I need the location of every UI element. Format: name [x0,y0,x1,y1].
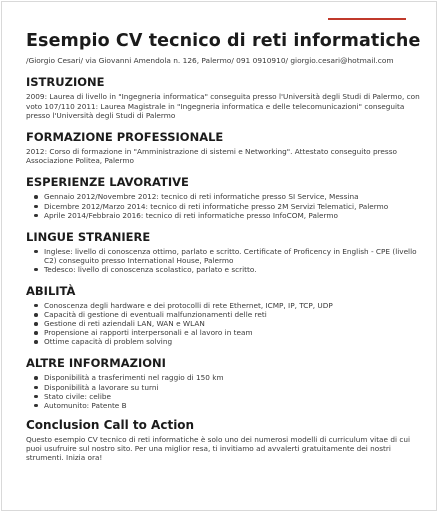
section-heading-istruzione: ISTRUZIONE [26,75,105,90]
list-item: Stato civile: celibe [44,392,426,401]
list-item: Gestione di reti aziendali LAN, WAN e WLAN [44,319,426,328]
section-heading-formazione: FORMAZIONE PROFESSIONALE [26,130,224,145]
list-item: Capacità di gestione di eventuali malfunzionamenti delle reti [44,310,426,319]
altre-list [26,373,426,409]
list-item: Disponibilità a trasferimenti nel raggio di 150 km [44,373,426,382]
list-item: Conoscenza degli hardware e dei protocolli di rete Ethernet, ICMP, IP, TCP, UDP [44,301,426,310]
section-heading-abilita: ABILITÀ [26,283,76,298]
list-item: Automunito: Patente B [44,401,426,410]
contact-info: /Giorgio Cesari/ via Giovanni Amendola n. 126, Palermo/ 091 0910910/ giorgio.cesari@hotmail.com [26,56,394,65]
list-item: Tedesco: livello di conoscenza scolastico, parlato e scritto. [44,265,426,274]
esperienze-list [26,192,426,219]
list-item: Gennaio 2012/Novembre 2012: tecnico di reti informatiche presso SI Service, Messina [44,192,426,201]
accent-bar [328,18,406,20]
section-heading-esperienze: ESPERIENZE LAVORATIVE [26,175,189,190]
section-heading-altre: ALTRE INFORMAZIONI [26,356,166,371]
istruzione-text: 2009: Laurea di livello in "Ingegneria informatica" conseguita presso l'Università degli Studi di Palermo, con voto 107/110 2011: Laurea Magistrale in "Ingegneria informatica e delle telecomunicazioni" conseguita presso l'Università degli Studi di Palermo [26,92,420,120]
section-heading-lingue: LINGUE STRANIERE [26,229,151,244]
list-item: Propensione ai rapporti interpersonali e al lavoro in team [44,328,426,337]
cta-text: Questo esempio CV tecnico di reti informatiche è solo uno dei numerosi modelli di curriculum vitae di cui puoi usufruire sul nostro sito. Per una miglior resa, ti invitiamo ad avvalerti gratuitamente dei nostri strumenti. Inizia ora! [26,434,410,463]
cv-title: Esempio CV tecnico di reti informatiche [26,31,421,51]
list-item: Ottime capacità di problem solving [44,337,426,346]
section-heading-cta: Conclusion Call to Action [26,417,195,432]
list-item: Aprile 2014/Febbraio 2016: tecnico di reti informatiche presso InfoCOM, Palermo [44,211,426,220]
list-item: Disponibilità a lavorare su turni [44,383,426,392]
lingue-list [26,247,426,274]
list-item: Dicembre 2012/Marzo 2014: tecnico di reti informatiche presso 2M Servizi Telematici, Palermo [44,202,426,211]
abilita-list [26,301,426,346]
list-item: Inglese: livello di conoscenza ottimo, parlato e scritto. Certificate of Proficency in English - CPE (livello C2) conseguito presso International House, Palermo [44,247,426,265]
cv-page [1,1,437,511]
formazione-text: 2012: Corso di formazione in "Amministrazione di sistemi e Networking". Attestato conseguito presso Associazione Politea, Palermo [26,147,397,166]
